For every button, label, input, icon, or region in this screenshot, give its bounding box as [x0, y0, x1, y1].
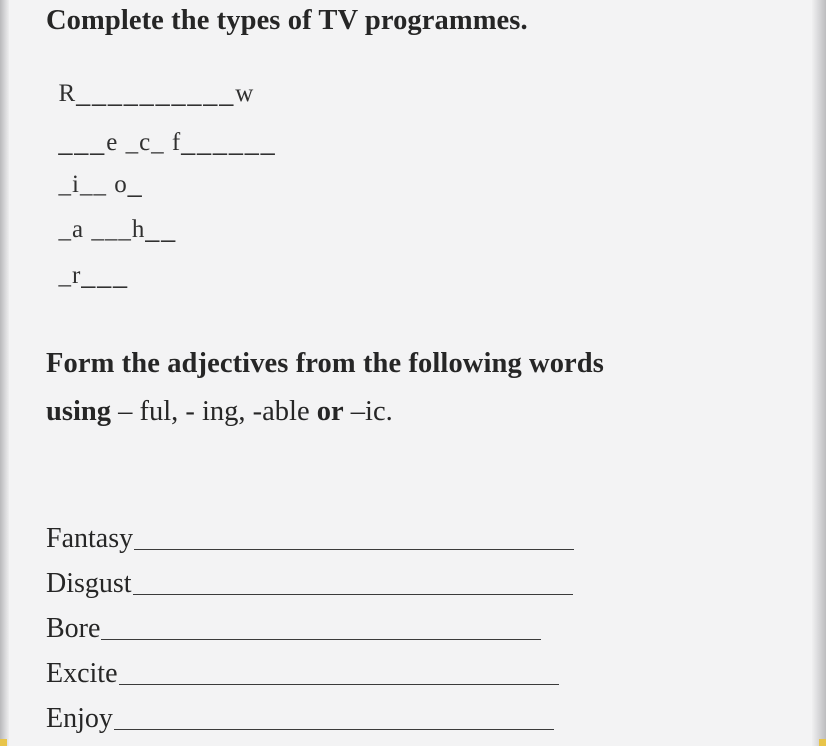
word-row-disgust: [46, 563, 573, 599]
word-label: Excite: [46, 658, 118, 689]
word-label: Fantasy: [46, 523, 134, 554]
page-left-shadow: [0, 0, 9, 746]
puzzle-3-mid: __ o: [79, 171, 128, 198]
section2-instruction: [46, 396, 393, 428]
answer-line[interactable]: [133, 594, 573, 595]
puzzle-5-left: _r: [58, 262, 82, 289]
answer-line[interactable]: [119, 684, 559, 685]
answer-line[interactable]: [134, 549, 574, 550]
instruction-using: using: [46, 396, 111, 427]
puzzle-4-mid: ___h: [84, 216, 146, 243]
word-row-bore: [46, 608, 541, 644]
section2-title: Form the adjectives from the following words: [46, 348, 604, 379]
puzzle-2-left: ___: [58, 128, 107, 156]
puzzle-1-left: R: [58, 80, 77, 107]
instruction-end: –ic.: [343, 396, 393, 427]
puzzle-1-right: w: [235, 80, 255, 107]
corner-marker-left: [0, 739, 7, 746]
instruction-or: or: [316, 396, 344, 427]
answer-line[interactable]: [101, 639, 541, 640]
instruction-suffixes: – ful, - ing, -able: [110, 396, 317, 427]
answer-line[interactable]: [114, 729, 554, 730]
puzzle-1-mid: __________: [76, 79, 236, 107]
word-label: Bore: [46, 613, 101, 644]
section1-title: Complete the types of TV programmes.: [46, 5, 528, 36]
puzzle-2-mid: e _c_ f: [106, 129, 182, 156]
puzzle-line-5[interactable]: [46, 233, 129, 290]
puzzle-4-right: __: [145, 215, 178, 243]
word-label: Enjoy: [46, 703, 113, 734]
puzzle-5-mid: ___: [81, 261, 130, 289]
word-row-enjoy: [46, 698, 554, 734]
puzzle-3-left: _i: [58, 171, 80, 198]
corner-marker-right: [819, 739, 826, 746]
page-right-shadow: [812, 0, 826, 746]
word-label: Disgust: [46, 568, 132, 599]
puzzle-2-right: ______: [181, 128, 277, 156]
word-row-fantasy: [46, 518, 574, 554]
puzzle-4-left: _a: [58, 216, 85, 243]
puzzle-3-right: _: [127, 170, 144, 198]
word-row-excite: [46, 653, 559, 689]
